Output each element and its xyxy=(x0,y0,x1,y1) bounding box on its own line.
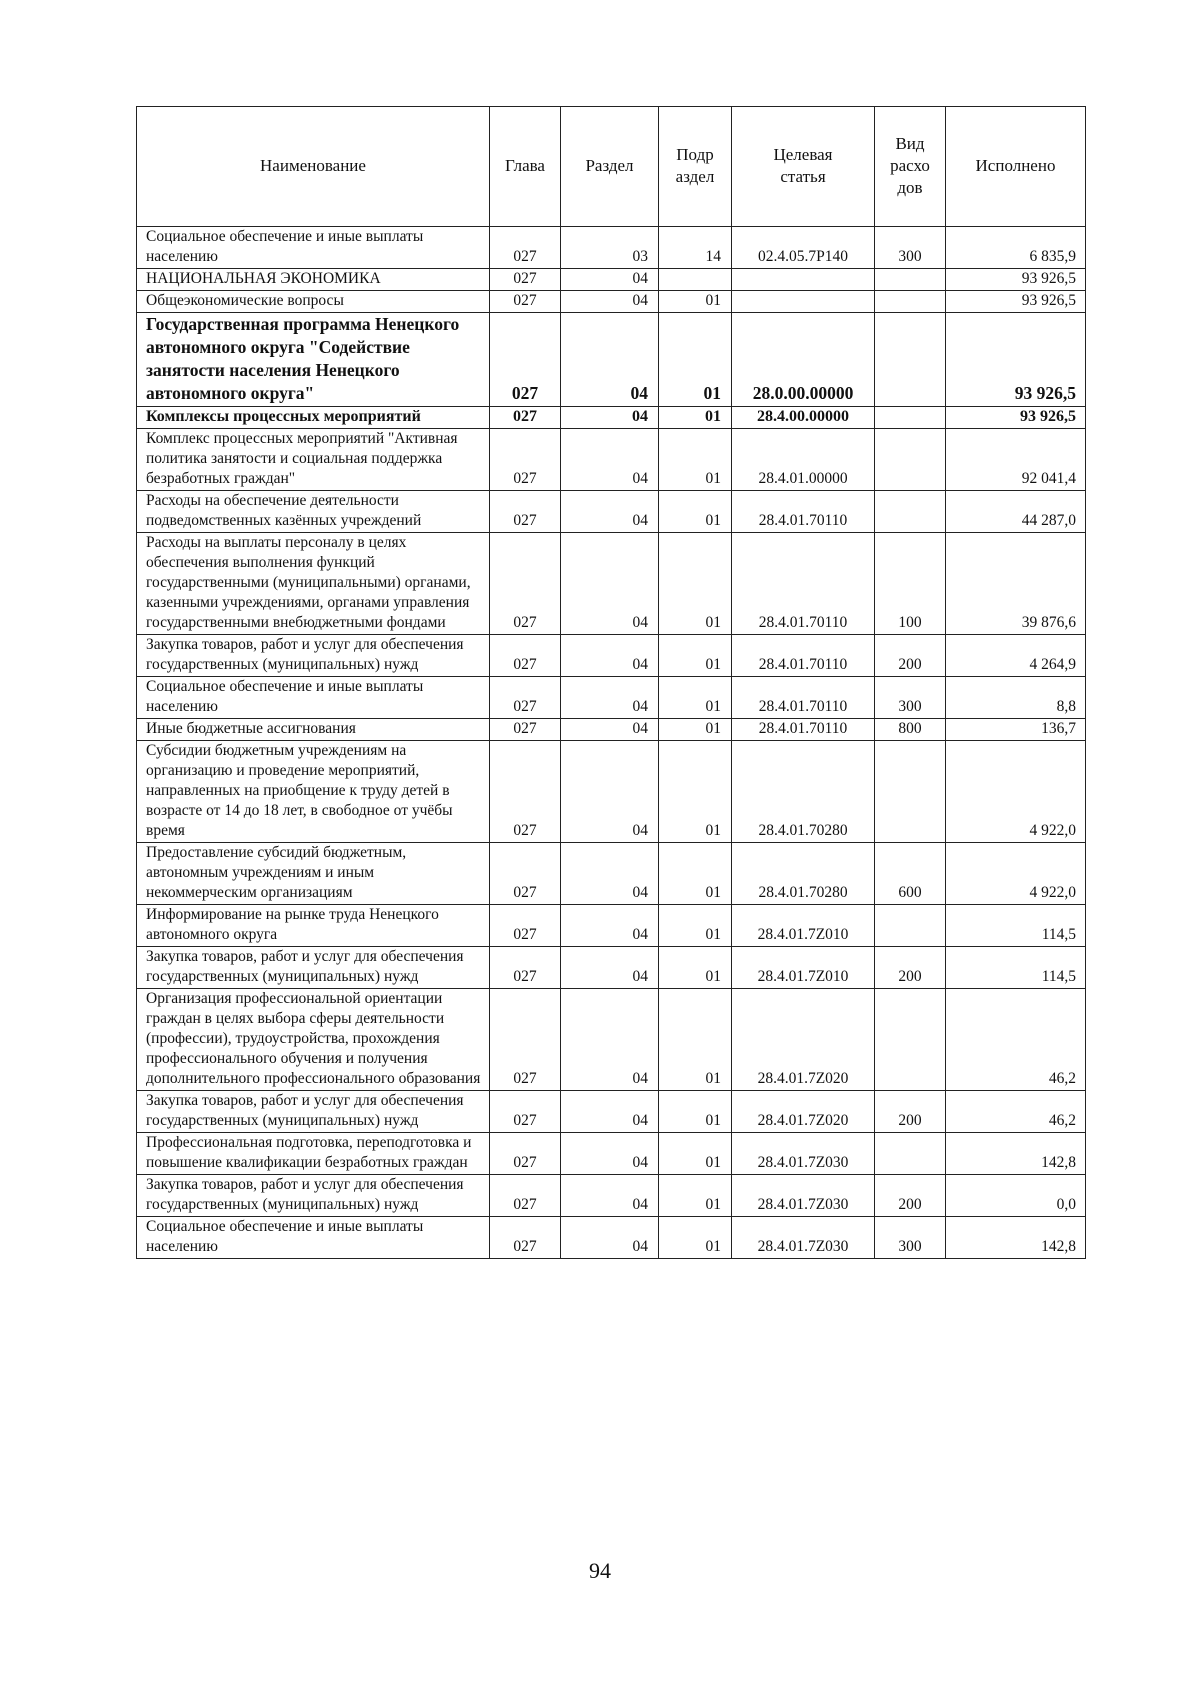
table-row xyxy=(137,1175,1086,1217)
cell-executed: 8,8 xyxy=(946,677,1086,719)
cell-expense-type xyxy=(875,905,946,947)
cell-executed: 4 922,0 xyxy=(946,741,1086,843)
cell-name: Организация профессиональной ориентации граждан в целях выбора сферы деятельности (профессии), трудоустройства, прохождения профессионального обучения и получения дополнительного профессионального образования xyxy=(137,989,490,1091)
cell-section: 04 xyxy=(561,291,659,313)
cell-subsection: 01 xyxy=(659,947,732,989)
cell-chapter: 027 xyxy=(490,1091,561,1133)
cell-target: 28.4.01.00000 xyxy=(732,429,875,491)
cell-subsection: 01 xyxy=(659,843,732,905)
header-target: Целевая статья xyxy=(732,107,875,227)
cell-subsection: 01 xyxy=(659,491,732,533)
table-row xyxy=(137,947,1086,989)
cell-section: 04 xyxy=(561,533,659,635)
cell-executed: 4 922,0 xyxy=(946,843,1086,905)
cell-expense-type xyxy=(875,1133,946,1175)
cell-subsection: 01 xyxy=(659,291,732,313)
cell-name: Общеэкономические вопросы xyxy=(137,291,490,313)
cell-executed: 93 926,5 xyxy=(946,407,1086,429)
cell-subsection: 01 xyxy=(659,989,732,1091)
cell-section: 04 xyxy=(561,989,659,1091)
cell-target: 28.4.01.7Z030 xyxy=(732,1133,875,1175)
header-name: Наименование xyxy=(137,107,490,227)
cell-name: Расходы на обеспечение деятельности подведомственных казённых учреждений xyxy=(137,491,490,533)
cell-subsection: 01 xyxy=(659,1217,732,1259)
cell-chapter: 027 xyxy=(490,533,561,635)
cell-chapter: 027 xyxy=(490,313,561,407)
cell-subsection: 01 xyxy=(659,677,732,719)
cell-name: Иные бюджетные ассигнования xyxy=(137,719,490,741)
cell-executed: 93 926,5 xyxy=(946,291,1086,313)
cell-section: 04 xyxy=(561,407,659,429)
cell-executed: 92 041,4 xyxy=(946,429,1086,491)
cell-section: 04 xyxy=(561,269,659,291)
cell-subsection: 01 xyxy=(659,407,732,429)
cell-expense-type: 600 xyxy=(875,843,946,905)
cell-chapter: 027 xyxy=(490,491,561,533)
cell-subsection: 01 xyxy=(659,429,732,491)
table-row xyxy=(137,313,1086,407)
cell-target: 28.4.01.70280 xyxy=(732,741,875,843)
table-row xyxy=(137,741,1086,843)
cell-subsection: 01 xyxy=(659,1133,732,1175)
cell-target: 28.4.01.7Z030 xyxy=(732,1175,875,1217)
cell-subsection: 01 xyxy=(659,741,732,843)
cell-expense-type xyxy=(875,269,946,291)
table-row xyxy=(137,269,1086,291)
cell-executed: 44 287,0 xyxy=(946,491,1086,533)
cell-chapter: 027 xyxy=(490,719,561,741)
cell-executed: 114,5 xyxy=(946,947,1086,989)
header-executed: Исполнено xyxy=(946,107,1086,227)
table-row xyxy=(137,291,1086,313)
cell-expense-type: 200 xyxy=(875,1175,946,1217)
cell-name: Информирование на рынке труда Ненецкого автономного округа xyxy=(137,905,490,947)
cell-expense-type: 300 xyxy=(875,1217,946,1259)
cell-section: 03 xyxy=(561,227,659,269)
cell-expense-type: 800 xyxy=(875,719,946,741)
cell-name: Закупка товаров, работ и услуг для обеспечения государственных (муниципальных) нужд xyxy=(137,1175,490,1217)
cell-subsection: 01 xyxy=(659,313,732,407)
cell-target xyxy=(732,291,875,313)
cell-subsection: 14 xyxy=(659,227,732,269)
cell-expense-type xyxy=(875,407,946,429)
cell-section: 04 xyxy=(561,313,659,407)
cell-section: 04 xyxy=(561,843,659,905)
cell-expense-type: 200 xyxy=(875,635,946,677)
cell-target: 28.4.01.70110 xyxy=(732,677,875,719)
cell-section: 04 xyxy=(561,491,659,533)
cell-expense-type: 200 xyxy=(875,1091,946,1133)
cell-chapter: 027 xyxy=(490,1217,561,1259)
cell-chapter: 027 xyxy=(490,905,561,947)
cell-name: Государственная программа Ненецкого автономного округа "Содействие занятости населения Ненецкого автономного округа" xyxy=(137,313,490,407)
cell-target: 28.4.01.70110 xyxy=(732,491,875,533)
cell-name: Социальное обеспечение и иные выплаты населению xyxy=(137,677,490,719)
cell-target: 28.0.00.00000 xyxy=(732,313,875,407)
cell-chapter: 027 xyxy=(490,843,561,905)
cell-chapter: 027 xyxy=(490,677,561,719)
cell-section: 04 xyxy=(561,429,659,491)
cell-target: 28.4.00.00000 xyxy=(732,407,875,429)
cell-subsection: 01 xyxy=(659,1091,732,1133)
cell-expense-type xyxy=(875,429,946,491)
cell-name: Закупка товаров, работ и услуг для обеспечения государственных (муниципальных) нужд xyxy=(137,1091,490,1133)
table-row xyxy=(137,989,1086,1091)
table-row xyxy=(137,429,1086,491)
table-row xyxy=(137,227,1086,269)
cell-subsection: 01 xyxy=(659,635,732,677)
cell-executed: 136,7 xyxy=(946,719,1086,741)
cell-name: Профессиональная подготовка, переподготовка и повышение квалификации безработных граждан xyxy=(137,1133,490,1175)
header-subsection: Подр аздел xyxy=(659,107,732,227)
table-row xyxy=(137,533,1086,635)
cell-chapter: 027 xyxy=(490,1175,561,1217)
cell-expense-type: 300 xyxy=(875,227,946,269)
cell-chapter: 027 xyxy=(490,989,561,1091)
cell-target: 28.4.01.7Z030 xyxy=(732,1217,875,1259)
table-body xyxy=(137,227,1086,1259)
cell-executed: 142,8 xyxy=(946,1217,1086,1259)
cell-section: 04 xyxy=(561,905,659,947)
table-row xyxy=(137,635,1086,677)
cell-executed: 114,5 xyxy=(946,905,1086,947)
cell-name: Субсидии бюджетным учреждениям на организацию и проведение мероприятий, направленных на приобщение к труду детей в возрасте от 14 до 18 лет, в свободное от учёбы время xyxy=(137,741,490,843)
cell-executed: 39 876,6 xyxy=(946,533,1086,635)
cell-section: 04 xyxy=(561,719,659,741)
cell-name: НАЦИОНАЛЬНАЯ ЭКОНОМИКА xyxy=(137,269,490,291)
cell-section: 04 xyxy=(561,1217,659,1259)
cell-section: 04 xyxy=(561,635,659,677)
cell-executed: 93 926,5 xyxy=(946,313,1086,407)
cell-name: Расходы на выплаты персоналу в целях обеспечения выполнения функций государственными (муниципальными) органами, казенными учреждениями, органами управления государственными внебюджетными фондами xyxy=(137,533,490,635)
cell-expense-type xyxy=(875,741,946,843)
budget-execution-table xyxy=(136,106,1086,1259)
cell-target: 28.4.01.70110 xyxy=(732,533,875,635)
cell-chapter: 027 xyxy=(490,947,561,989)
table-row xyxy=(137,491,1086,533)
cell-subsection: 01 xyxy=(659,905,732,947)
cell-section: 04 xyxy=(561,1175,659,1217)
cell-executed: 0,0 xyxy=(946,1175,1086,1217)
cell-chapter: 027 xyxy=(490,269,561,291)
cell-target xyxy=(732,269,875,291)
table-row xyxy=(137,1133,1086,1175)
cell-chapter: 027 xyxy=(490,741,561,843)
cell-expense-type xyxy=(875,291,946,313)
header-chapter: Глава xyxy=(490,107,561,227)
cell-section: 04 xyxy=(561,677,659,719)
cell-chapter: 027 xyxy=(490,429,561,491)
table-row xyxy=(137,719,1086,741)
cell-target: 28.4.01.7Z010 xyxy=(732,947,875,989)
cell-chapter: 027 xyxy=(490,227,561,269)
cell-executed: 46,2 xyxy=(946,989,1086,1091)
cell-expense-type: 100 xyxy=(875,533,946,635)
cell-chapter: 027 xyxy=(490,407,561,429)
cell-chapter: 027 xyxy=(490,635,561,677)
cell-executed: 4 264,9 xyxy=(946,635,1086,677)
cell-target: 28.4.01.70110 xyxy=(732,719,875,741)
cell-chapter: 027 xyxy=(490,291,561,313)
cell-executed: 46,2 xyxy=(946,1091,1086,1133)
cell-target: 02.4.05.7Р140 xyxy=(732,227,875,269)
cell-name: Закупка товаров, работ и услуг для обеспечения государственных (муниципальных) нужд xyxy=(137,947,490,989)
table-row xyxy=(137,677,1086,719)
cell-name: Комплекс процессных мероприятий "Активная политика занятости и социальная поддержка безработных граждан" xyxy=(137,429,490,491)
header-section: Раздел xyxy=(561,107,659,227)
cell-target: 28.4.01.70280 xyxy=(732,843,875,905)
cell-expense-type xyxy=(875,989,946,1091)
cell-name: Комплексы процессных мероприятий xyxy=(137,407,490,429)
cell-name: Предоставление субсидий бюджетным, автономным учреждениям и иным некоммерческим организациям xyxy=(137,843,490,905)
cell-name: Закупка товаров, работ и услуг для обеспечения государственных (муниципальных) нужд xyxy=(137,635,490,677)
cell-section: 04 xyxy=(561,947,659,989)
table-row xyxy=(137,407,1086,429)
header-expense-type: Вид расхо дов xyxy=(875,107,946,227)
cell-name: Социальное обеспечение и иные выплаты населению xyxy=(137,227,490,269)
cell-expense-type: 200 xyxy=(875,947,946,989)
table-row xyxy=(137,843,1086,905)
cell-expense-type: 300 xyxy=(875,677,946,719)
cell-expense-type xyxy=(875,313,946,407)
table-header-row xyxy=(137,107,1086,227)
cell-section: 04 xyxy=(561,1133,659,1175)
cell-target: 28.4.01.7Z020 xyxy=(732,989,875,1091)
cell-executed: 142,8 xyxy=(946,1133,1086,1175)
cell-subsection: 01 xyxy=(659,533,732,635)
cell-expense-type xyxy=(875,491,946,533)
cell-target: 28.4.01.7Z010 xyxy=(732,905,875,947)
page-number: 94 xyxy=(589,1558,611,1583)
cell-name: Социальное обеспечение и иные выплаты населению xyxy=(137,1217,490,1259)
cell-target: 28.4.01.7Z020 xyxy=(732,1091,875,1133)
cell-subsection: 01 xyxy=(659,719,732,741)
cell-chapter: 027 xyxy=(490,1133,561,1175)
cell-target: 28.4.01.70110 xyxy=(732,635,875,677)
cell-section: 04 xyxy=(561,1091,659,1133)
table-row xyxy=(137,1217,1086,1259)
cell-section: 04 xyxy=(561,741,659,843)
cell-executed: 6 835,9 xyxy=(946,227,1086,269)
cell-subsection: 01 xyxy=(659,1175,732,1217)
cell-subsection xyxy=(659,269,732,291)
cell-executed: 93 926,5 xyxy=(946,269,1086,291)
table-row xyxy=(137,905,1086,947)
table-row xyxy=(137,1091,1086,1133)
